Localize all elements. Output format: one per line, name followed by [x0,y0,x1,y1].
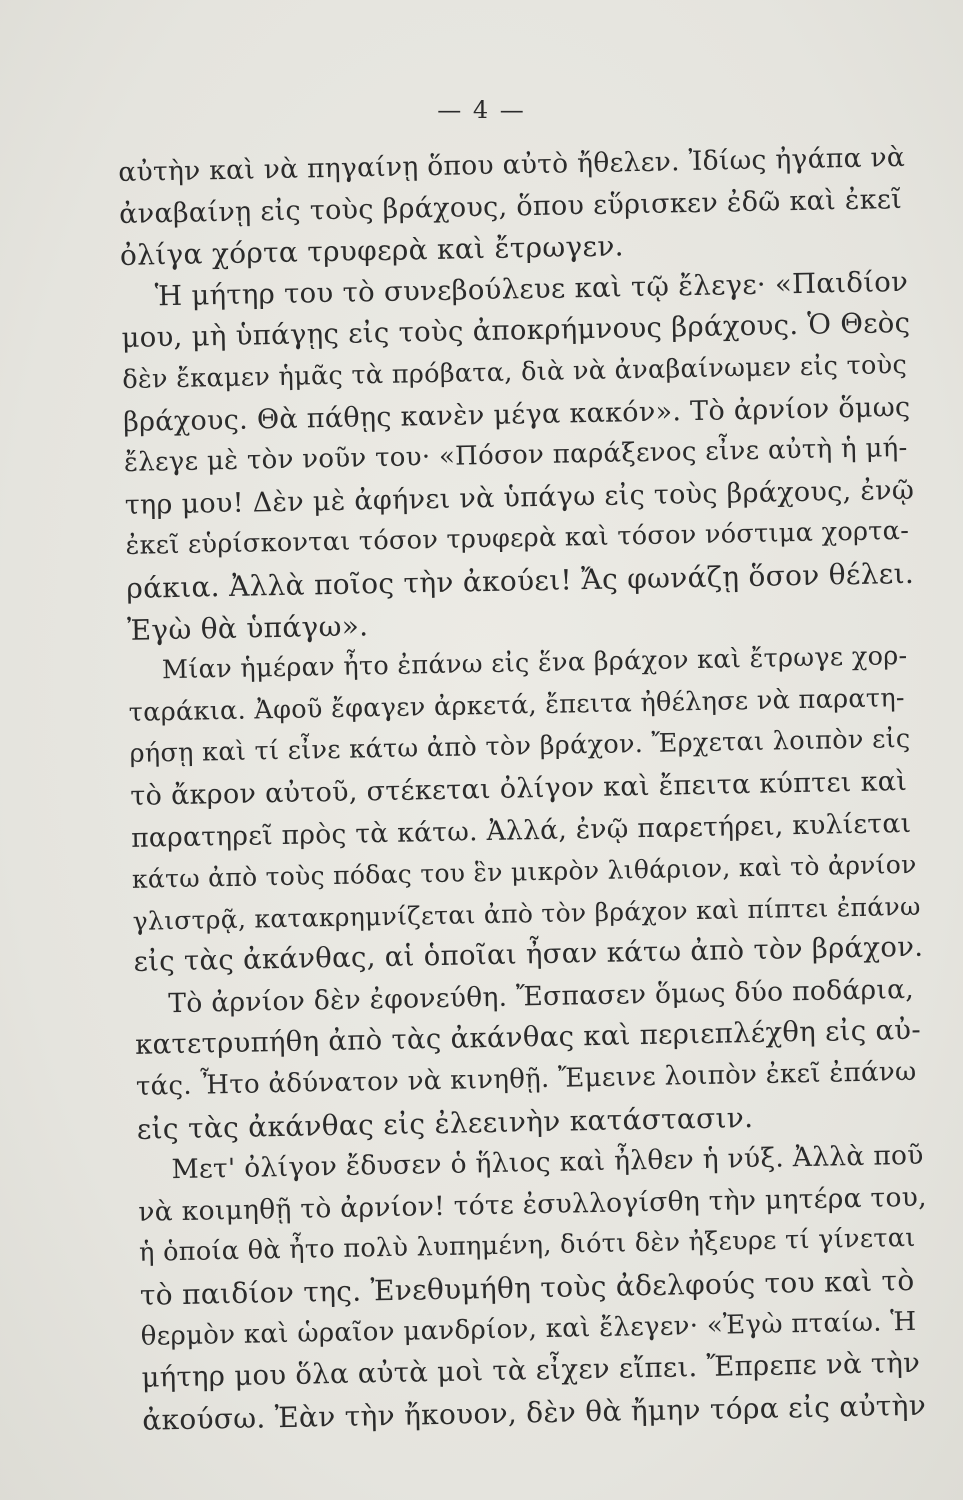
text-line: εἰς τὰς ἀκάνθας, αἱ ὁποῖαι ἦσαν κάτω ἀπὸ τὸν βράχον. [133,930,924,979]
text-line: ἀκούσω. Ἐὰν τὴν ἤκουον, δὲν θὰ ἤμην τόρα εἰς αὐτὴν [142,1388,927,1437]
text-line: κάτω ἀπὸ τοὺς πόδας του ἓν μικρὸν λιθάριον, καὶ τὸ ἀρνίον [131,849,917,894]
page-body-text [118,137,933,1441]
text-line: μήτηρ μου ὅλα αὐτὰ μοὶ τὰ εἶχεν εἴπει. Ἔπρεπε νὰ τὴν [141,1347,921,1394]
text-line: ρήσῃ καὶ τί εἶνε κάτω ἀπὸ τὸν βράχον. Ἔρχεται λοιπὸν εἰς [129,724,911,770]
text-line: ἐκεῖ εὑρίσκονται τόσον τρυφερὰ καὶ τόσον νόστιμα χορτα- [125,516,910,562]
text-line: ράκια. Ἀλλὰ ποῖος τὴν ἀκούει! Ἄς φωνάζῃ ὅσον θέλει. [126,556,915,605]
text-line: κατετρυπήθη ἀπὸ τὰς ἀκάνθας καὶ περιεπλέχθη εἰς αὐ- [134,1014,922,1062]
page-number: — 4 — [437,96,526,124]
text-line: τὸ ἄκρον αὐτοῦ, στέκεται ὀλίγον καὶ ἔπειτα κύπτει καὶ [130,765,908,812]
text-line: βράχους. Θὰ πάθῃς κανὲν μέγα κακόν». Τὸ ἀρνίον ὅμως [122,391,911,438]
text-line: εἰς τὰς ἀκάνθας εἰς ἐλεεινὴν κατάστασιν. [136,1100,754,1146]
text-line: παρατηρεῖ πρὸς τὰ κάτω. Ἀλλά, ἐνῷ παρετήρει, κυλίεται [130,807,912,854]
text-line: θερμὸν καὶ ὡραῖον μανδρίον, καὶ ἔλεγεν· «Ἐγὼ πταίω. Ἡ [140,1306,917,1352]
text-line: ἡ ὁποία θὰ ἦτο πολὺ λυπημένη, διότι δὲν ἠξευρε τί γίνεται [138,1223,916,1269]
text-line: Μετ' ὀλίγον ἔδυσεν ὁ ἥλιος καὶ ἦλθεν ἡ νύξ. Ἀλλὰ ποῦ [171,1139,924,1186]
text-line: τὸ παιδίον της. Ἐνεθυμήθη τοὺς ἀδελφούς του καὶ τὸ [139,1263,915,1312]
text-line: μου, μὴ ὑπάγῃς εἰς τοὺς ἀποκρήμνους βράχους. Ὁ Θεὸς [121,307,911,355]
text-line: τηρ μου! Δὲν μὲ ἀφήνει νὰ ὑπάγω εἰς τοὺς βράχους, ἐνῷ [124,474,915,521]
text-line: ἀναβαίνῃ εἰς τοὺς βράχους, ὅπου εὕρισκεν ἐδῶ καὶ ἐκεῖ [118,183,903,230]
text-line: νὰ κοιμηθῇ τὸ ἀρνίον! τότε ἐσυλλογίσθη τὴν μητέρα του, [138,1181,928,1228]
text-line: ὀλίγα χόρτα τρυφερὰ καὶ ἔτρωγεν. [119,229,625,273]
text-line: Ἐγὼ θὰ ὑπάγω». [126,608,369,647]
text-line: ταράκια. Ἀφοῦ ἔφαγεν ἀρκετά, ἔπειτα ἠθέλησε νὰ παρατη- [128,682,906,728]
text-line: ἔλεγε μὲ τὸν νοῦν του· «Πόσον παράξενος εἶνε αὐτὴ ἡ μή- [123,433,908,479]
text-line: δὲν ἔκαμεν ἡμᾶς τὰ πρόβατα, διὰ νὰ ἀναβαίνωμεν εἰς τοὺς [122,349,908,395]
text-line: αὐτὴν καὶ νὰ πηγαίνῃ ὅπου αὐτὸ ἤθελεν. Ἰδίως ἠγάπα νὰ [118,141,906,188]
text-line: Μίαν ἡμέραν ἦτο ἐπάνω εἰς ἕνα βράχον καὶ ἔτρωγε χορ- [161,641,908,686]
text-line: Ἡ μήτηρ του τὸ συνεβούλευε καὶ τῷ ἔλεγε· «Παιδίον [154,265,909,313]
text-line: Τὸ ἀρνίον δὲν ἐφονεύθη. Ἔσπασεν ὅμως δύο ποδάρια, [168,973,915,1020]
text-line: γλιστρᾷ, κατακρημνίζεται ἀπὸ τὸν βράχον καὶ πίπτει ἐπάνω [132,891,921,936]
text-line: τάς. Ἦτο ἀδύνατον νὰ κινηθῇ. Ἔμεινε λοιπὸν ἐκεῖ ἐπάνω [135,1056,917,1102]
